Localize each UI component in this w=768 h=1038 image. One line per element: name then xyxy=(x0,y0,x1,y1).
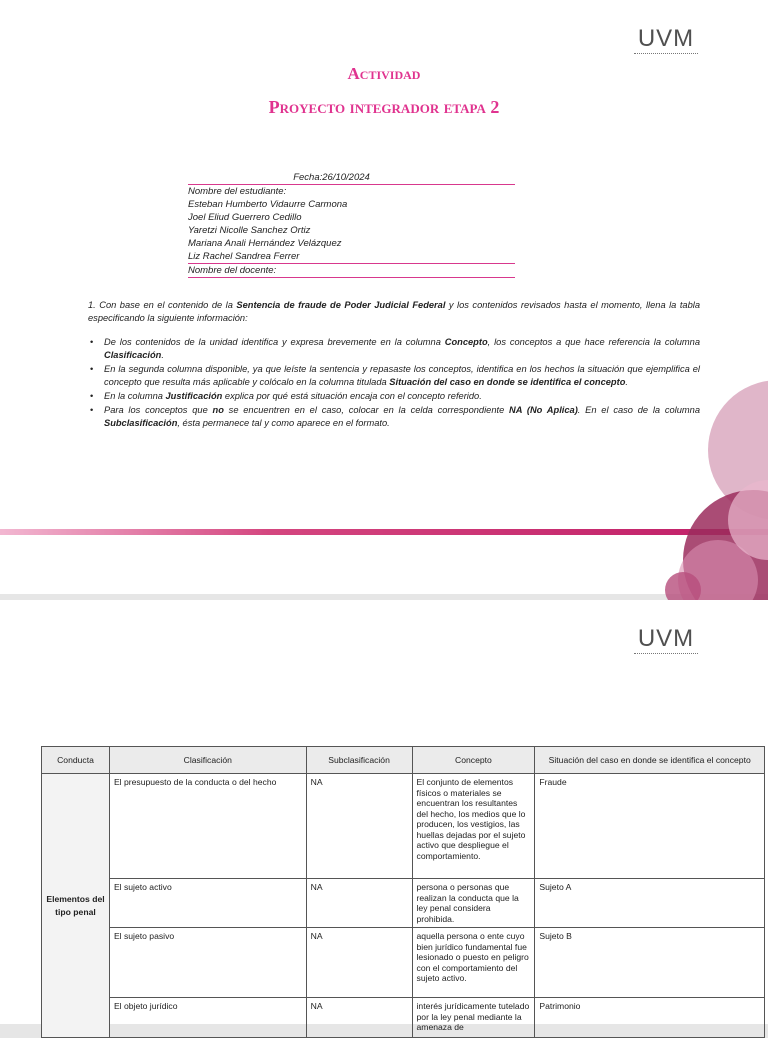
item-text: , ésta permanece tal y como aparece en el formato. xyxy=(177,418,390,428)
decorative-circles xyxy=(658,380,768,594)
cell-clasificacion: El sujeto activo xyxy=(109,879,306,928)
cell-clasificacion: El sujeto pasivo xyxy=(109,928,306,998)
item-bold: Concepto xyxy=(444,337,488,347)
cell-situacion: Patrimonio xyxy=(535,998,765,1038)
item-bold: Justificación xyxy=(165,391,223,401)
bullet-icon: • xyxy=(90,337,94,347)
item-text: se encuentren en el caso, colocar en la celda correspondiente xyxy=(223,405,510,415)
uvm-logo xyxy=(634,625,698,656)
cell-concepto: El conjunto de elementos físicos o materiales se encuentran los resultantes del hecho, los medios que lo producen, los vestigios, las huellas dejadas por el sujeto activo que despliegue el comportamiento. xyxy=(412,774,535,879)
logo-subtitle-line xyxy=(634,53,698,56)
teacher-label: Nombre del docente: xyxy=(188,264,515,278)
group-cell: Elementos del tipo penal xyxy=(42,774,110,1038)
item-text: . En el caso de la columna xyxy=(577,405,701,415)
bullet-icon: • xyxy=(90,405,94,415)
item-bold: Subclasificación xyxy=(104,418,178,428)
student-name: Esteban Humberto Vidaurre Carmona xyxy=(188,199,348,210)
instruction-item xyxy=(88,390,700,403)
header-concepto: Concepto xyxy=(412,747,535,774)
header-situacion: Situación del caso en donde se identifica el concepto xyxy=(535,747,765,774)
student-name: Yaretzi Nicolle Sanchez Ortiz xyxy=(188,225,311,236)
table-row xyxy=(42,879,765,928)
cell-subclasificacion: NA xyxy=(306,928,412,998)
instruction-item xyxy=(88,336,700,362)
cell-concepto: interés jurídicamente tutelado por la ley penal mediante la amenaza de xyxy=(412,998,535,1038)
item-text: De los contenidos de la unidad identifica y expresa brevemente en la columna xyxy=(104,337,445,347)
cell-clasificacion: El presupuesto de la conducta o del hecho xyxy=(109,774,306,879)
cell-subclasificacion: NA xyxy=(306,998,412,1038)
table-row xyxy=(42,928,765,998)
document-page-2 xyxy=(0,600,768,1032)
header-clasificacion: Clasificación xyxy=(109,747,306,774)
intro-text: y los contenidos revisados hasta el momento, llena la tabla especificando la siguiente información: xyxy=(88,300,700,323)
table-row xyxy=(42,998,765,1038)
item-text: . xyxy=(161,350,164,360)
logo-text: UVM xyxy=(637,25,695,52)
item-bold: Situación del caso en donde se identifica el concepto xyxy=(389,377,626,387)
item-text: , los conceptos a que hace referencia la columna xyxy=(487,337,700,347)
item-text: . xyxy=(625,377,628,387)
date-field: Fecha:26/10/2024 xyxy=(188,171,515,185)
item-bold: Clasificación xyxy=(104,350,162,360)
item-text: En la segunda columna disponible, ya que leíste la sentencia y repasaste los conceptos, identifica en los hechos la situación que ejemplifica el concepto que resulta más aplicable y colócalo en la columna titulada xyxy=(104,364,700,387)
decorative-band xyxy=(0,522,768,542)
page-title: Actividad xyxy=(347,64,421,83)
bullet-icon: • xyxy=(90,391,94,401)
student-name: Joel Eliud Guerrero Cedillo xyxy=(188,212,302,223)
intro-bold: Sentencia de fraude de Poder Judicial Federal xyxy=(236,300,446,310)
instruction-intro xyxy=(88,299,700,325)
cell-concepto: aquella persona o ente cuyo bien jurídico fundamental fue lesionado o puesto en peligro con el comportamiento del sujeto activo. xyxy=(412,928,535,998)
student-info-block xyxy=(188,171,515,278)
instruction-item xyxy=(88,404,700,430)
concepts-table xyxy=(41,746,765,1038)
item-text: Para los conceptos que xyxy=(104,405,213,415)
item-text: En la columna xyxy=(104,391,166,401)
table-header-row xyxy=(42,747,765,774)
logo-text: UVM xyxy=(637,625,695,652)
item-bold: NA (No Aplica) xyxy=(509,405,578,415)
cell-concepto: persona o personas que realizan la conducta que la ley penal considera prohibida. xyxy=(412,879,535,928)
cell-situacion: Sujeto B xyxy=(535,928,765,998)
cell-subclasificacion: NA xyxy=(306,879,412,928)
cell-clasificacion: El objeto jurídico xyxy=(109,998,306,1038)
instruction-list xyxy=(88,336,700,431)
uvm-logo xyxy=(634,25,698,56)
item-text: explica por qué está situación encaja con el concepto referido. xyxy=(222,391,482,401)
cell-situacion: Sujeto A xyxy=(535,879,765,928)
header-conducta: Conducta xyxy=(42,747,110,774)
cell-situacion: Fraude xyxy=(535,774,765,879)
cell-subclasificacion: NA xyxy=(306,774,412,879)
logo-subtitle-line xyxy=(634,653,698,656)
student-name: Mariana Anali Hernández Velázquez xyxy=(188,238,342,249)
student-name: Liz Rachel Sandrea Ferrer xyxy=(188,250,515,264)
table-row xyxy=(42,774,765,879)
item-bold: no xyxy=(212,405,224,415)
students-label: Nombre del estudiante: xyxy=(188,186,287,197)
bullet-icon: • xyxy=(90,364,94,374)
intro-text: 1. Con base en el contenido de la xyxy=(88,300,237,310)
page-subtitle: Proyecto integrador etapa 2 xyxy=(268,97,500,117)
instruction-item xyxy=(88,363,700,389)
header-subclasificacion: Subclasificación xyxy=(306,747,412,774)
